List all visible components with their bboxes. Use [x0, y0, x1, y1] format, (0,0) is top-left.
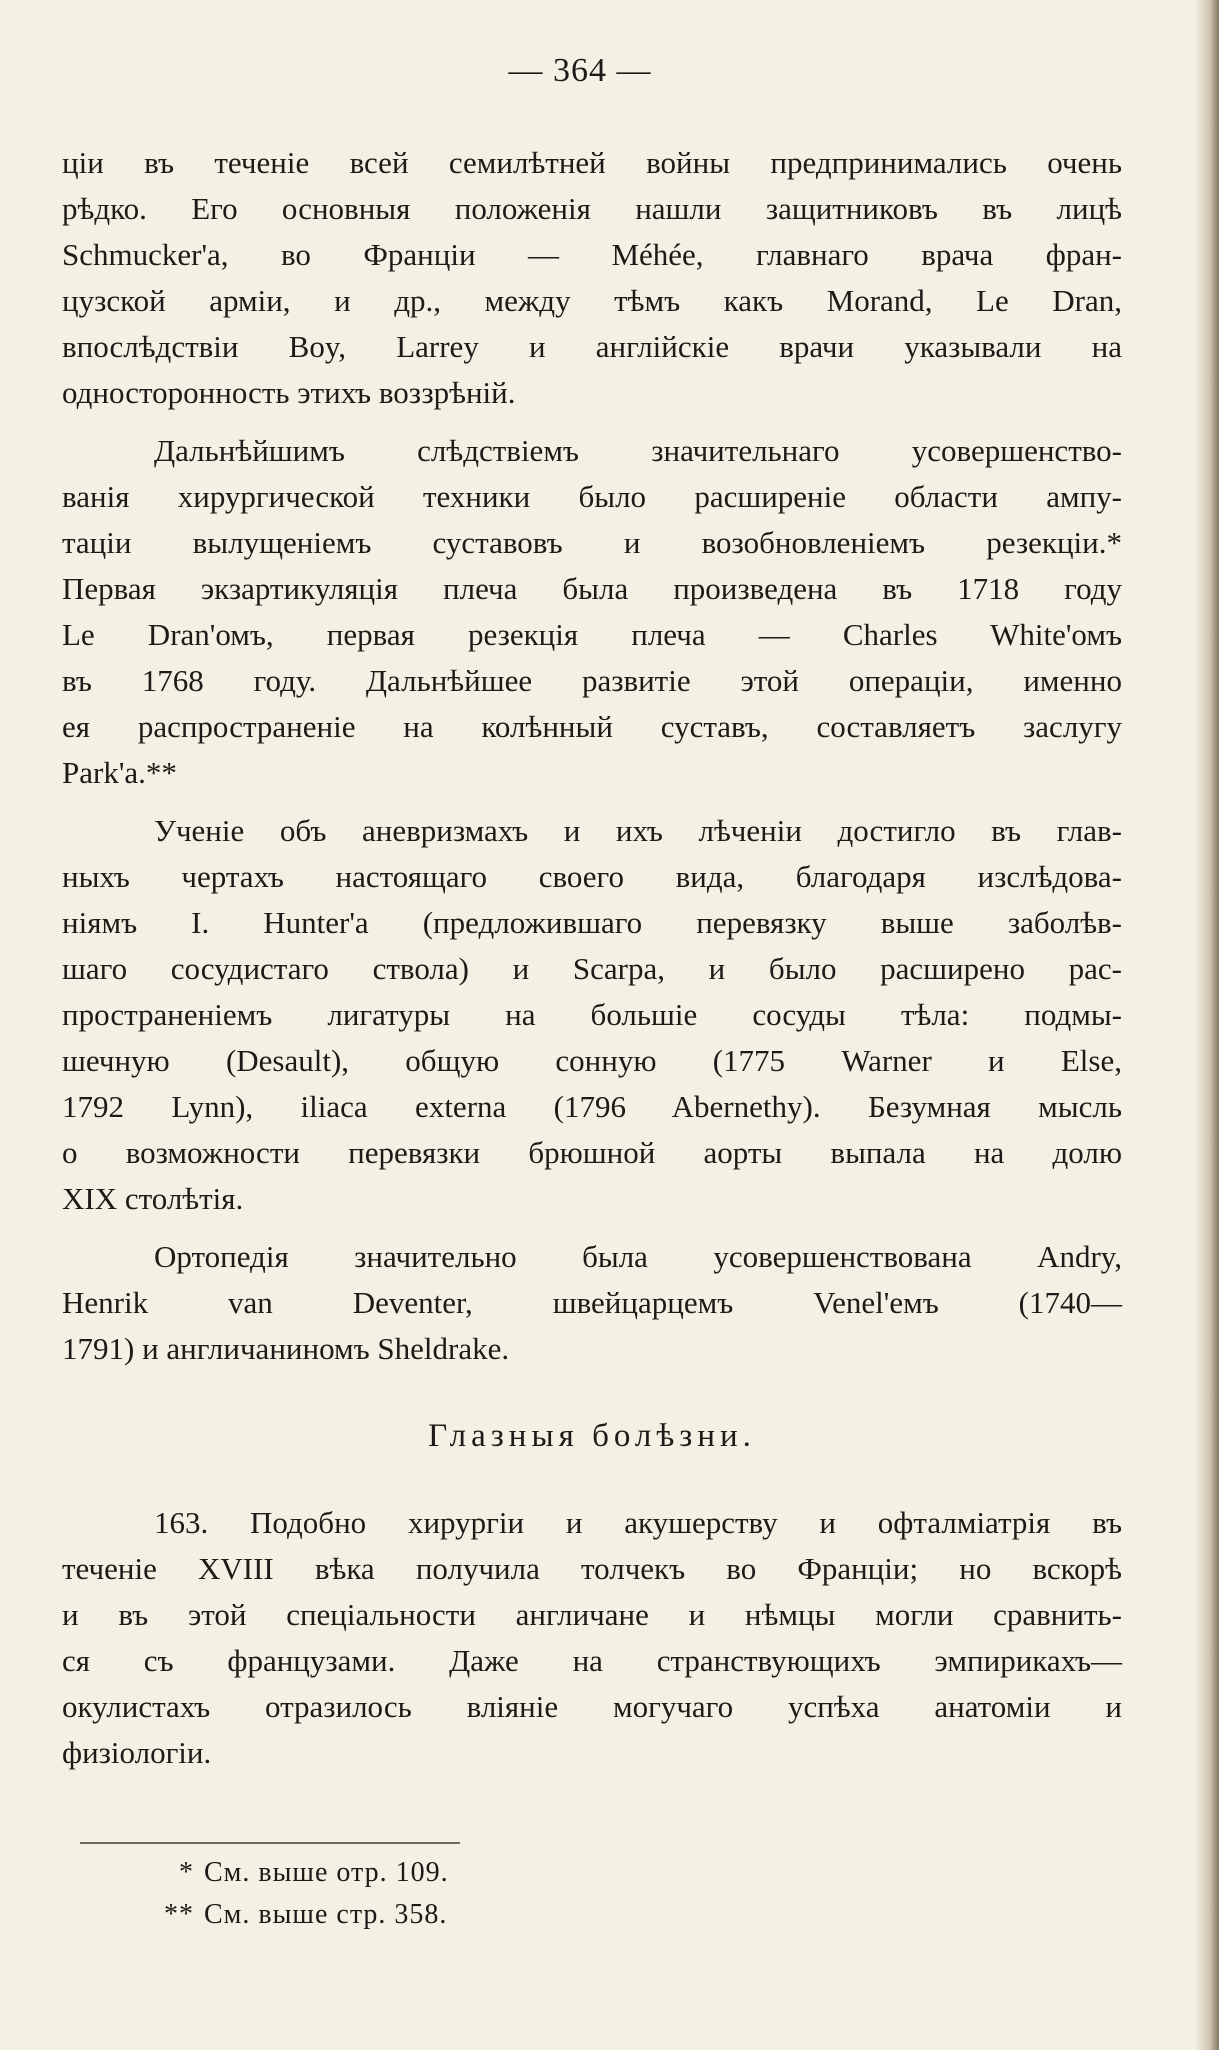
- text-line: 1792 Lynn), iliaca externa (1796 Abernethy). Безумная мысль: [62, 1089, 1122, 1124]
- paragraph: [62, 140, 1122, 416]
- text-line: теченіе XVIII вѣка получила толчекъ во Франціи; но вскорѣ: [62, 1551, 1122, 1586]
- footnote: [140, 1852, 449, 1894]
- text-line: физіологіи.: [62, 1735, 212, 1770]
- text-line: 163. Подобно хирургіи и акушерству и офталміатрія въ: [154, 1505, 1122, 1540]
- text-line: цузской арміи, и др., между тѣмъ какъ Morand, Le Dran,: [62, 283, 1122, 318]
- text-line: шечную (Desault), общую сонную (1775 Warner и Else,: [62, 1043, 1122, 1078]
- page-edge-shadow: [1195, 0, 1219, 2050]
- footnotes: [140, 1852, 449, 1936]
- footnote-rule: [80, 1842, 460, 1844]
- text-line: Henrik van Deventer, швейцарцемъ Venel'емъ (1740—: [62, 1285, 1122, 1320]
- text-line: Первая экзартикуляція плеча была произведена въ 1718 году: [62, 571, 1122, 606]
- footnote-mark: **: [164, 1899, 194, 1930]
- text-line: Дальнѣйшимъ слѣдствіемъ значительнаго усовершенство-: [154, 433, 1122, 468]
- page-number: — 364 —: [508, 52, 652, 89]
- text-line: ціи въ теченіе всей семилѣтней войны предпринимались очень: [62, 145, 1122, 180]
- text-line: шаго сосудистаго ствола) и Scarpa, и было расширено рас-: [62, 951, 1122, 986]
- paragraph: [62, 808, 1122, 1222]
- paragraph-gap: [62, 416, 1122, 428]
- paragraph-gap: [62, 796, 1122, 808]
- text-line: рѣдко. Его основныя положенія нашли защитниковъ въ лицѣ: [62, 191, 1122, 226]
- paragraph: [62, 428, 1122, 796]
- text-line: Ортопедія значительно была усовершенствована Andry,: [154, 1239, 1122, 1274]
- text-line: ніямъ I. Hunter'a (предложившаго перевязку выше заболѣв-: [62, 905, 1122, 940]
- text-line: пространеніемъ лигатуры на большіе сосуды тѣла: подмы-: [62, 997, 1122, 1032]
- footnote-text: См. выше стр. 358.: [204, 1899, 448, 1930]
- text-line: и въ этой спеціальности англичане и нѣмцы могли сравнить-: [62, 1597, 1122, 1632]
- paragraph: [62, 1500, 1122, 1776]
- text-line: окулистахъ отразилось вліяніе могучаго успѣха анатоміи и: [62, 1689, 1122, 1724]
- text-line: Le Dran'омъ, первая резекція плеча — Charles White'омъ: [62, 617, 1122, 652]
- text-line: впослѣдствіи Boy, Larrey и англійскіе врачи указывали на: [62, 329, 1122, 364]
- text-line: односторонность этихъ воззрѣній.: [62, 375, 516, 410]
- text-line: о возможности перевязки брюшной аорты выпала на долю: [62, 1135, 1122, 1170]
- text-line: Park'a.**: [62, 755, 177, 790]
- text-line: XIX столѣтія.: [62, 1181, 244, 1216]
- text-line: 1791) и англичаниномъ Sheldrake.: [62, 1331, 510, 1366]
- paragraph: [62, 1234, 1122, 1372]
- paragraph-gap: [62, 1222, 1122, 1234]
- footnote-text: См. выше отр. 109.: [204, 1857, 449, 1888]
- main-text: [62, 140, 1122, 1372]
- text-line: Schmucker'a, во Франціи — Méhée, главнаго врача фран-: [62, 237, 1122, 272]
- footnote-mark: *: [179, 1857, 194, 1888]
- text-line: въ 1768 году. Дальнѣйшее развитіе этой операціи, именно: [62, 663, 1122, 698]
- text-line: таціи вылущеніемъ суставовъ и возобновленіемъ резекціи.*: [62, 525, 1122, 560]
- text-line: Ученіе объ аневризмахъ и ихъ лѣченіи достигло въ глав-: [154, 813, 1122, 848]
- section-heading: Глазныя болѣзни.: [428, 1418, 756, 1454]
- page-body: [62, 140, 1122, 1776]
- text-line: ея распространеніе на колѣнный суставъ, составляетъ заслугу: [62, 709, 1122, 744]
- text-line: ся съ французами. Даже на странствующихъ эмпирикахъ—: [62, 1643, 1122, 1678]
- section-text: [62, 1500, 1122, 1776]
- footnote: [140, 1894, 449, 1936]
- text-line: ванія хирургической техники было расширеніе области ампу-: [62, 479, 1122, 514]
- text-line: ныхъ чертахъ настоящаго своего вида, благодаря изслѣдова-: [62, 859, 1122, 894]
